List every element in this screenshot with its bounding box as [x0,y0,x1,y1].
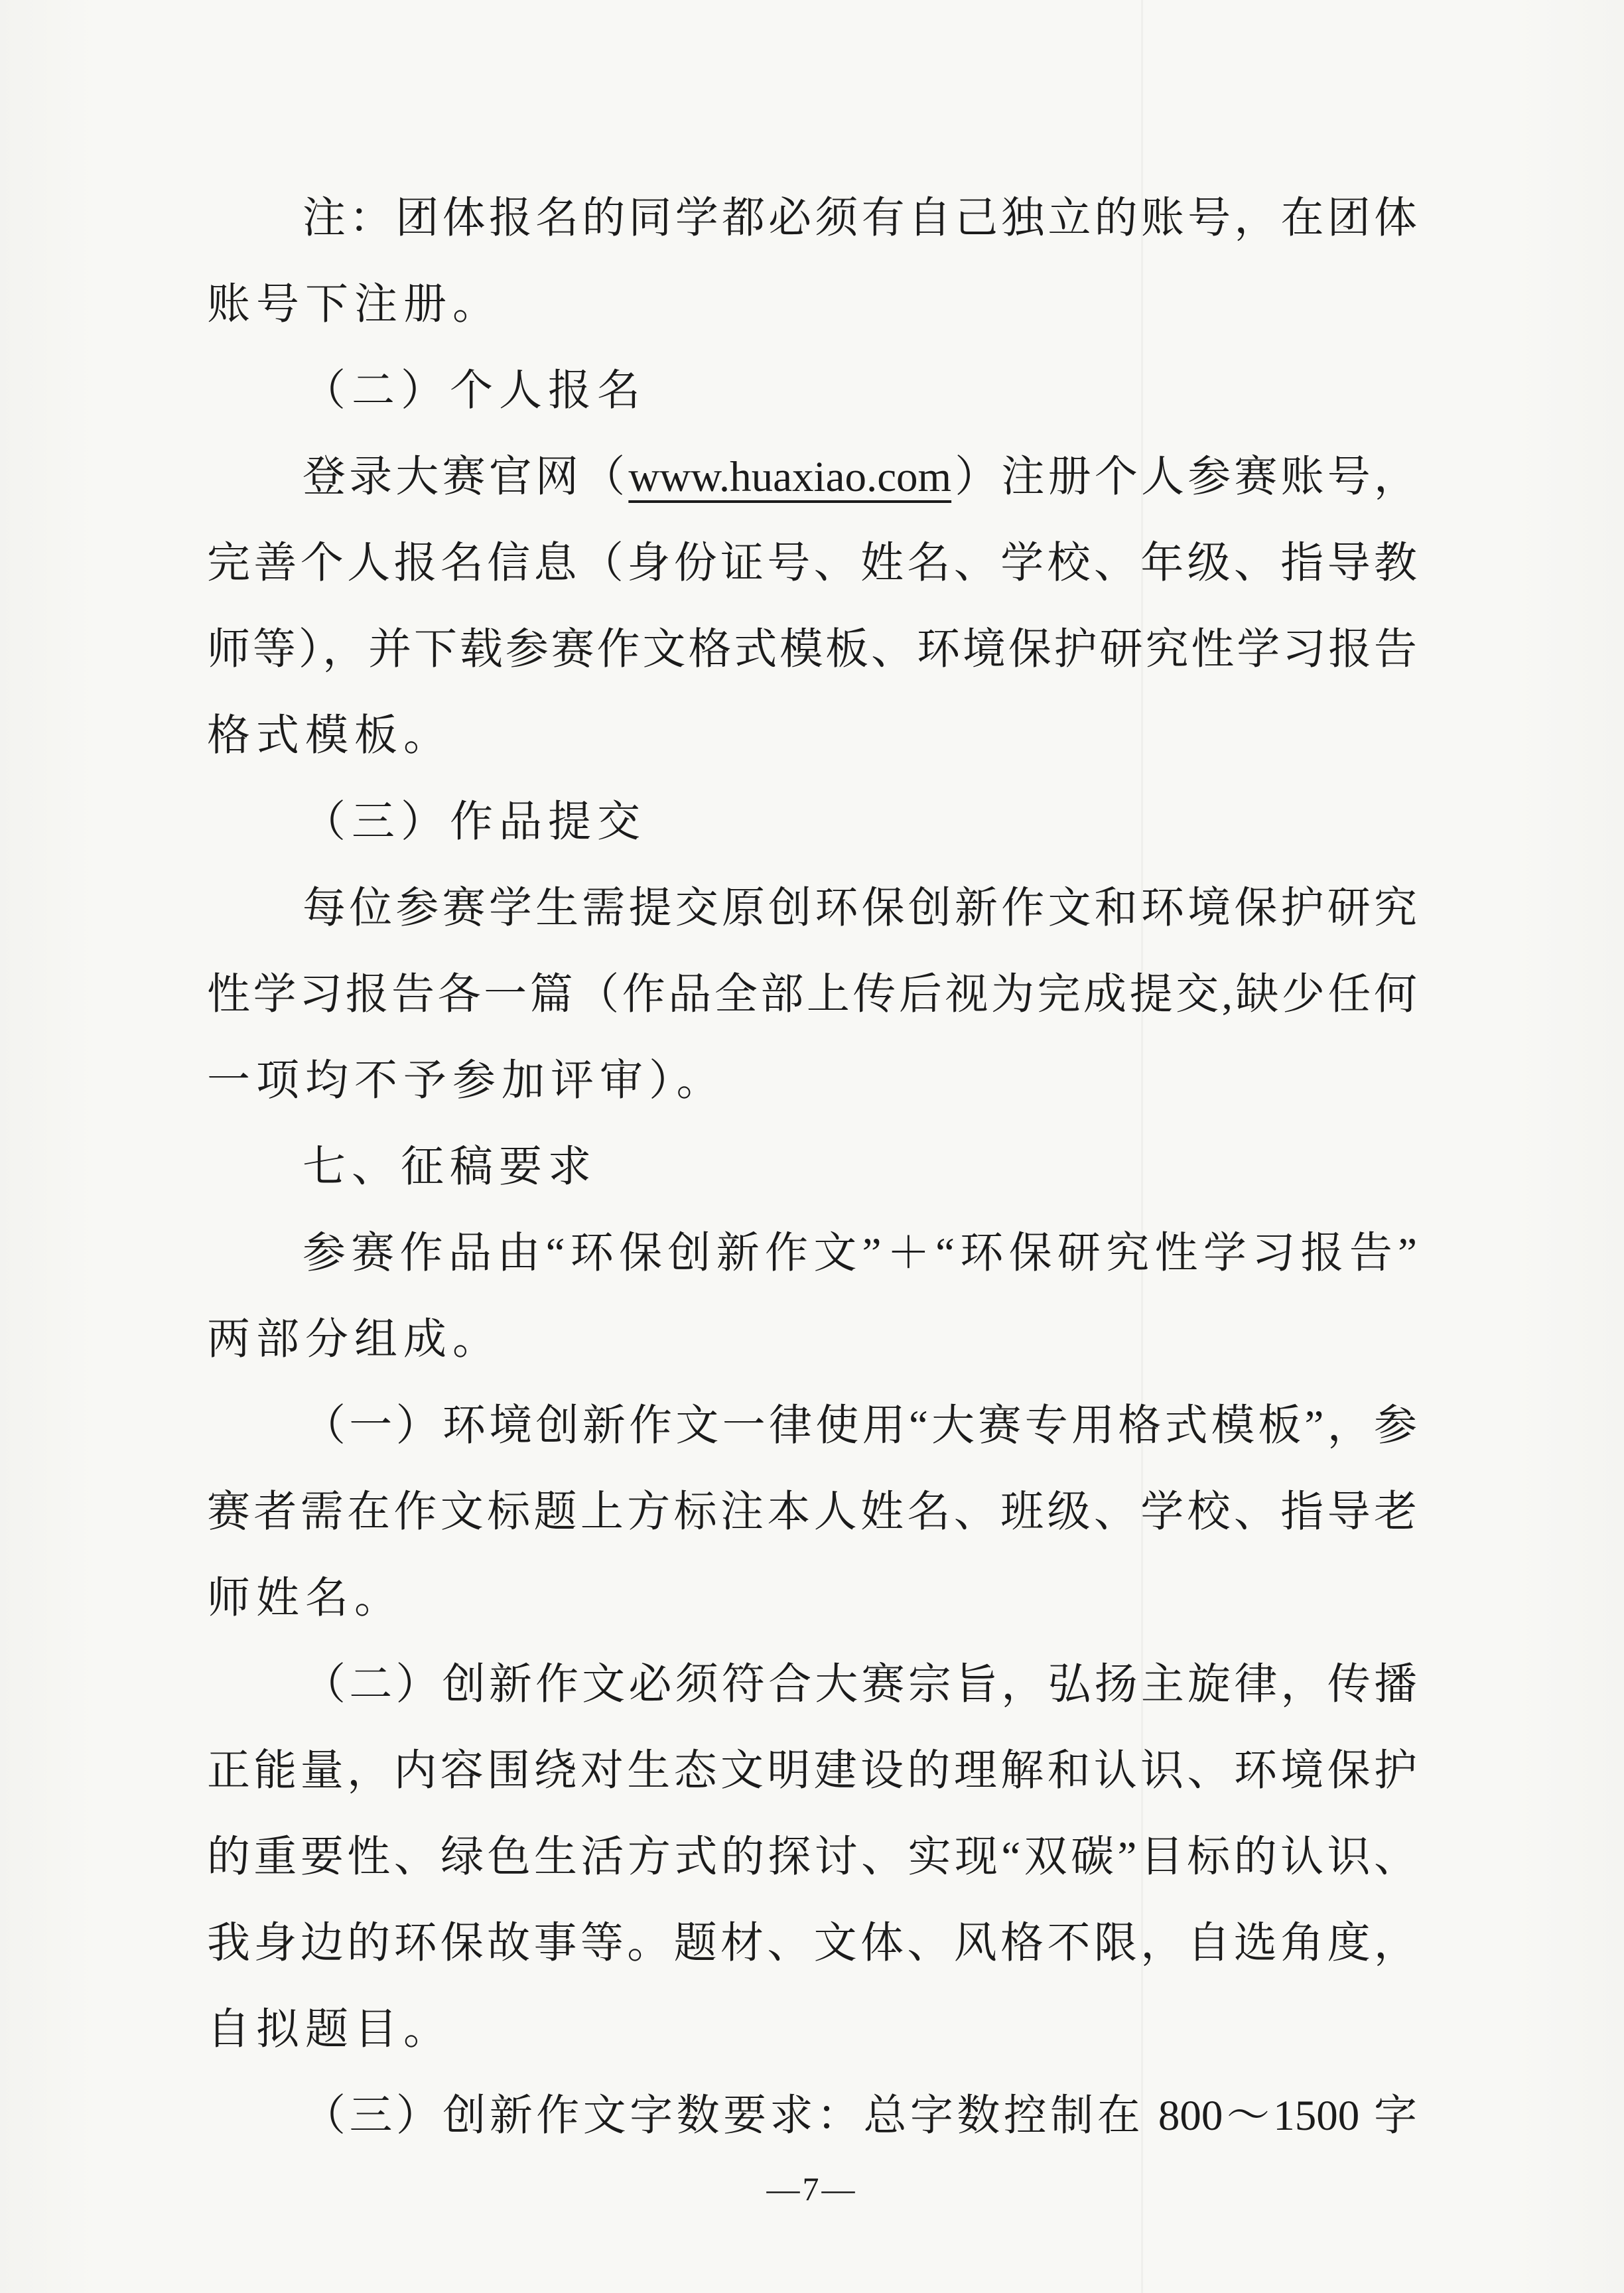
document-body [207,175,1417,2159]
text-line: （二）创新作文必须符合大赛宗旨，弘扬主旋律，传播 [303,1661,1417,1708]
text-line: 两部分组成。 [207,1316,502,1363]
text-line: 我身边的环保故事等。题材、文体、风格不限，自选角度， [207,1919,1417,1967]
line-prefix: 登录大赛官网（ [303,453,629,501]
text-line: 一项均不予参加评审）。 [207,1057,726,1105]
text-line-note: 注：团体报名的同学都必须有自己独立的账号，在团体 [303,194,1417,242]
subsection-heading-individual-registration: （二）个人报名 [303,367,647,415]
text-line: 的重要性、绿色生活方式的探讨、实现“双碳”目标的认识、 [207,1833,1417,1881]
text-line: 每位参赛学生需提交原创环保创新作文和环境保护研究 [303,884,1417,932]
text-line: 师姓名。 [207,1574,404,1622]
text-line-word-count: （三）创新作文字数要求：总字数控制在 800～1500 字 [303,2092,1417,2140]
text-line: 自拟题目。 [207,2006,453,2053]
section-heading-submission-requirements: 七、征稿要求 [303,1143,598,1191]
text-line: 正能量，内容围绕对生态文明建设的理解和认识、环境保护 [207,1747,1417,1795]
text-line: 账号下注册。 [207,281,502,328]
text-line: 参赛作品由“环保创新作文”＋“环保研究性学习报告” [303,1229,1417,1277]
text-line-website [207,434,1417,520]
page-number: —7— [766,2170,858,2207]
text-line: 格式模板。 [207,712,453,760]
text-line: 师等），并下载参赛作文格式模板、环境保护研究性学习报告 [207,626,1417,673]
text-line: 赛者需在作文标题上方标注本人姓名、班级、学校、指导老 [207,1488,1417,1536]
text-line: 完善个人报名信息（身份证号、姓名、学校、年级、指导教 [207,539,1417,587]
subsection-heading-work-submission: （三）作品提交 [303,798,647,846]
text-line: （一）环境创新作文一律使用“大赛专用格式模板”，参 [303,1402,1417,1450]
official-website-url: www.huaxiao.com [628,453,952,501]
text-line: 性学习报告各一篇（作品全部上传后视为完成提交,缺少任何 [207,971,1417,1018]
line-suffix: ）注册个人参赛账号， [951,453,1417,501]
